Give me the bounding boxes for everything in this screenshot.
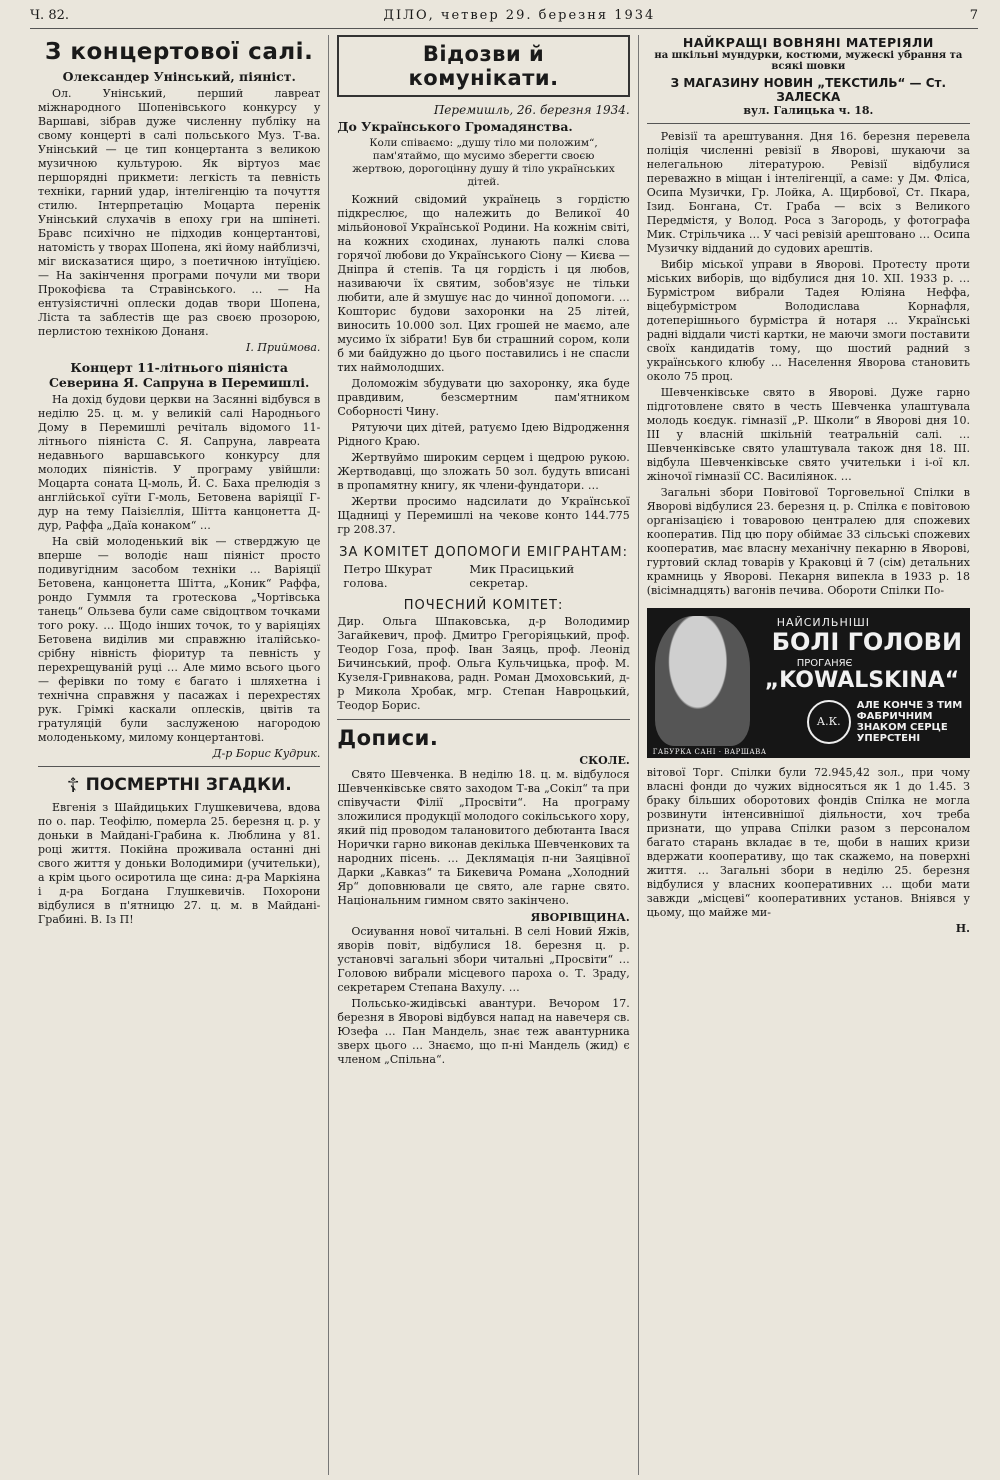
uninsky-byline: Олександер Унінський, піяніст. <box>62 69 296 84</box>
uninsky-review: Ол. Унінський, перший лавреат міжнародного Шопенівського конкурсу у Варшаві, зібрав дуже численну публіку на свому концерті в салі польського Муз. Т-ва. Унінський — це тип концертанта з великою музичною культурою. Як віртуоз має першорядні прикмети: легкість та певність техніки, гарний удар, інтелігенцію та почуття стилю. Інтерпретацію Моцарта перенік Унінський слухачів в епоху гри на шпінеті. Бравс психічно не підходив концертантові, натомість у творах Шопена, які йому найблизчі, міг висказатися щиро, з поетичною інтуїцією. — На закінчення програми почули ми твори Прокофієва та Стравінського. … — На ентузіястичні оплески додав твори Шопена, Ліста та заблестів ще раз своєю прозорою, перлистою технікою Донаня. <box>38 87 321 338</box>
appeal-address: До Українського Громадянства. <box>337 119 573 134</box>
saprun-heading: Концерт 11-літнього піяніста Северина Я. Сапруна в Перемишлі. <box>48 360 310 390</box>
kowalskina-fineprint: ГАБУРКА САНІ · ВАРШАВА <box>652 748 767 756</box>
appeal-p5: Жертви просимо надсилати до Української Щадниці у Перемишлі на чекове конто 144.775 гр 208.37. <box>337 495 630 536</box>
trade-union-report-cont: вітової Торг. Спілки були 72.945,42 зол., при чому власні фонди до чужих відносяться як 1 до 1.45. З браку більших оборотових фондів Спілка не могла розвинути інтенсивнішої діяльности, хоч треба признати, що управа Спілки разом з персоналом багато старань вкладає в те, щоби в наших кризи вдержати кооперативу, що так скажемо, на поверхні життя. … Загальні збори в неділю 25. березня відбулися у власних кооперативних … щоби мати завжди „місцеві“ кооперативних установ. Вніявся у цьому, що майже ми- <box>646 766 970 919</box>
man-portrait-icon <box>655 616 750 746</box>
textile-ad-address: вул. Галицька ч. 18. <box>743 104 874 117</box>
trade-union-report: Загальні збори Повітової Торговельної Спілки в Яворові відбулися 23. березня ц. р. Спілка є повітовою організацією і товаровою централею для спожевих кооператив. Під цю пору обіймає 33 сільські спожевих кооператив, має власну механічну пекарню в Яворові, гуртовий склад товарів у Краковці й 7 (сім) детальних крамниць у Яворові. Пекарня випекла в 1933 р. 18 (вісімнадцять) вагонів печива. Обороти Спілки По- <box>646 486 970 597</box>
signature-pryimova: І. Приймова. <box>246 341 321 354</box>
appeal-p1: Кожний свідомий українець з гордістю підкреслює, що належить до Великої 40 мільйонової Української Родини. На кожнім світі, на кожних сходинах, лунають палкі слова горячої любови до Українського Сіону — Києва — Дніпра й степів. Та ця гордість і ця любов, називаючи їх святим, зобов'язує не тільки любити, але й змушує нас до чинної допомоги. … Кошторис будови захоронки на 25 літей, виносить 10.000 зол. Цих грошей не маємо, але мусимо їх зібрати! Був би страшний сором, коли б ми байдужно до цього поставились і не спасли тих наймолодших. <box>337 193 630 374</box>
place-yavorivshchyna: ЯВОРІВЩИНА. <box>530 911 630 924</box>
correspondence-heading: Дописи. <box>337 726 439 750</box>
kowalskina-brand: „KOWALSKINA“ <box>764 668 960 693</box>
appeal-motto: Коли співаємо: „душу тіло ми положим“, пам'ятаймо, що мусимо зберегти своєю жертвою, дорогоцінну душу й тіло українських дітей. <box>352 137 615 188</box>
textile-ad-headline: НАЙКРАЩІ ВОВНЯНІ МАТЕРІЯЛИ <box>682 35 934 50</box>
textile-ad-store: З МАГАЗИНУ НОВИН „ТЕКСТИЛЬ“ — Ст. ЗАЛЕСКА <box>670 76 947 104</box>
signature-kudryk: Д-р Борис Кудрик. <box>212 747 321 760</box>
signature-n: Н. <box>955 922 970 935</box>
divider <box>38 766 320 767</box>
appeal-dateline: Перемишль, 26. березня 1934. <box>433 103 630 117</box>
searches-report: Ревізії та арештування. Дня 16. березня перевела поліція численні ревізії в Яворові, шукаючи за нелегальною літературою. Ревізії відбулися переважно в міщан і інтелігенції, а саме: у Дм. Фліса, Осипа Музички, Гр. Лойка, А. Щирбової, Ст. Пкара, Ізид. Бонгана, Ст. Граба — всіх з Великого Передмістя, у Волод. Роса з Загородь, у фотографа Мик. Стрільчика … У часі ревізій арештовано … Осипа Музичку відданий до судових арештів. <box>646 130 970 255</box>
page-number: 7 <box>969 8 978 23</box>
signature-prasytsky: Мик Прасицький секретар. <box>469 562 575 590</box>
concert-hall-heading: З концертової салі. <box>45 39 314 65</box>
column-2 <box>329 35 638 1475</box>
committee-heading: ЗА КОМІТЕТ ДОПОМОГИ ЕМІГРАНТАМ: <box>339 545 628 560</box>
appeal-p4: Жертвуймо широким серцем і щедрою рукою. Жертводавці, що зложать 50 зол. будуть вписані в пропамятну книгу, як члени-фундатори. … <box>337 451 630 492</box>
saprun-p1: На дохід будови церкви на Засянні відбувся в неділю 25. ц. м. у великій салі Народнього Дому в Перемишлі речіталь відомого 11-літнього піяніста С. Я. Сапруна, лавреата недавнього варшавського конкурсу для молодих піяністів. У програму увійшли: Моцарта соната Ц-моль, Й. С. Баха прелюдія з англійської суїти Г-моль, Бетовена варіяції Г-дур на тему Паізієллія, Шітта канцонетта Д-дур, Раффа „Даїа конаком“ … <box>38 393 321 532</box>
divider <box>647 123 970 124</box>
obituaries-heading <box>38 773 320 797</box>
kowalskina-trademark-note: АЛЕ КОНЧЕ З ТИМ ФАБРИЧНИМ ЗНАКОМ СЕРЦЕ УПЕРСТЕНІ <box>856 700 963 744</box>
kowalskina-drives-away: ПРОГАНЯЄ <box>796 658 853 669</box>
obituary-text: Евгенія з Шайдицьких Глушкевичева, вдова по о. пар. Теофілю, померла 25. березня ц. р. у доньки в Майдані-Грабина к. Люблина у 81. році життя. Покійна проживала останні дні свого життя у доньки Володимири (учительки), а крім цього осиротила ще сина: д-ра Маркіяна і д-ра Богдана Глушкевичів. Похорони відбулися в п'ятницю 27. ц. м. в Майдані-Грабині. В. Із П! <box>38 801 321 926</box>
divider <box>337 719 629 720</box>
obituaries-title: ПОСМЕРТНІ ЗГАДКИ. <box>85 775 292 795</box>
column-1 <box>30 35 329 1475</box>
textile-ad-goods: на шкільні мундурки, костюми, мужескі убрання та всякі шовки <box>654 50 963 72</box>
shevchenko-yavoriv-report: Шевченківське свято в Яворові. Дуже гарно підготовлене свято в честь Шевченка улаштувала молодь коєдук. гімназії „Р. Школи“ в Яворові дня 10. III у власній шкільній театральній салі. … Шевченківське свято улаштувала також дня 18. III. відбула Шевченківське свято учительки і і-ої кл. жіночої гімназії СС. Василіянок. … <box>646 386 970 483</box>
town-council-report: Вибір міської управи в Яворові. Протесту проти міських виборів, що відбулися дня 10. XII. 1933 р. … Бурмістром вибрали Тадея Юліяна Неффа, віцебурмістром Володислава Корнафля, дотеперішнього бурмістра й нотаря … Українські радні віддали чисті картки, не маючи змоги поставити своїх кандидатів тому, що шостий радний з українського клюбу … Населення Яворова становить около 75 проц. <box>646 258 970 383</box>
appeal-p2: Доломожім збудувати цю захоронку, яка буде правдивим, безсмертним пам'ятником Соборності Чину. <box>337 377 630 418</box>
textile-ad <box>647 35 970 117</box>
kowalskina-headache: БОЛІ ГОЛОВИ <box>771 628 963 656</box>
column-3 <box>639 35 978 1475</box>
honor-committee-names: Дир. Ольга Шпаковська, д-р Володимир Загайкевич, проф. Дмитро Грегоріяцький, проф. Теодор Гоза, проф. Іван Заяць, проф. Леонід Бичинський, проф. Ольга Кульчицька, проф. М. Кузеля-Гривнакова, радн. Роман Дмоховський, д-р Микола Хробак, мгр. Степан Навроцький, Теодор Борис. <box>337 615 630 712</box>
place-skole: СКОЛЕ. <box>579 754 630 767</box>
appeals-heading: Відозви й комунікати. <box>408 42 559 90</box>
saprun-p2: На свій молоденький вік — стверджую це вперше — володіє наш піяніст просто подивугідним засобом техніки … Варіяції Бетовена, канцонетта Шітта, „Коник“ Раффа, рондо Гуммля та гротескова „Чортівська танець“ Ользева були саме свідоцтвом точками того року. … Щодо інших точок, то у варіяціях Бетовена виділив ми справжню італійсько-срібну нівність фіоритур та певність у перехрещуваній руці … Але мимо всього цього — ферівки по тому є багато і шляхетна і технічна справжня у пасажах і перехрестях рук. Грімкі каскали оплесків, цвітів та гратуляцій були заслуженою нагородою молоденькому, милому концертантові. <box>38 535 321 744</box>
honor-committee-heading: ПОЧЕСНИЙ КОМІТЕТ: <box>403 598 564 613</box>
polish-jewish-report: Польсько-жидівські авантури. Вечором 17. березня в Яворові відбувся напад на навечеря св. Юзефа … Пан Мандель, знає теж авантурника зверх цього … Знаємо, що п-ні Мандель (жид) є членом „Спільна“. <box>337 997 630 1066</box>
heart-trademark-icon: А.К. <box>807 700 851 744</box>
signature-shkurat: Петро Шкурат голова. <box>343 562 433 590</box>
appeals-frame <box>337 35 629 97</box>
committee-signatures <box>343 562 623 590</box>
page-issue: Ч. 82. <box>30 8 69 23</box>
kowalskina-ad <box>647 608 970 758</box>
cross-icon: ☦ <box>66 773 80 797</box>
masthead-date: ДІЛО, четвер 29. березня 1934 <box>383 8 656 23</box>
running-head <box>30 8 978 29</box>
kowalskina-strongest: НАЙСИЛЬНІШІ <box>776 616 870 629</box>
appeal-p3: Рятуючи цих дітей, ратуємо Ідею Відродження Рідного Краю. <box>337 421 630 448</box>
skole-report: Свято Шевченка. В неділю 18. ц. м. відбулося Шевченківське свято заходом Т-ва „Сокіл“ та при співучасти Філії „Просвіти“. На програму зложилися продукції молодого сокільського хору, який під проводом талановитого дебютанта Івася Норички гарно виконав декілька Шевченкових та народних пісень. … Деклямація п-ни Заяцівної Дарки „Кавказ“ та Бикевича Романа „Холодний Яр“ доповнювали це свято, але гарне свято. Національним гимном свято закінчено. <box>337 768 630 907</box>
reading-room-report: Осиування нової читальні. В селі Новий Яжів, яворів повіт, відбулися 18. березня ц. р. установчі загальні збори читальні „Просвіти“ … Головою вибрали місцевого пароха о. Т. Зраду, секретарем Степана Вахулу. … <box>337 925 630 994</box>
